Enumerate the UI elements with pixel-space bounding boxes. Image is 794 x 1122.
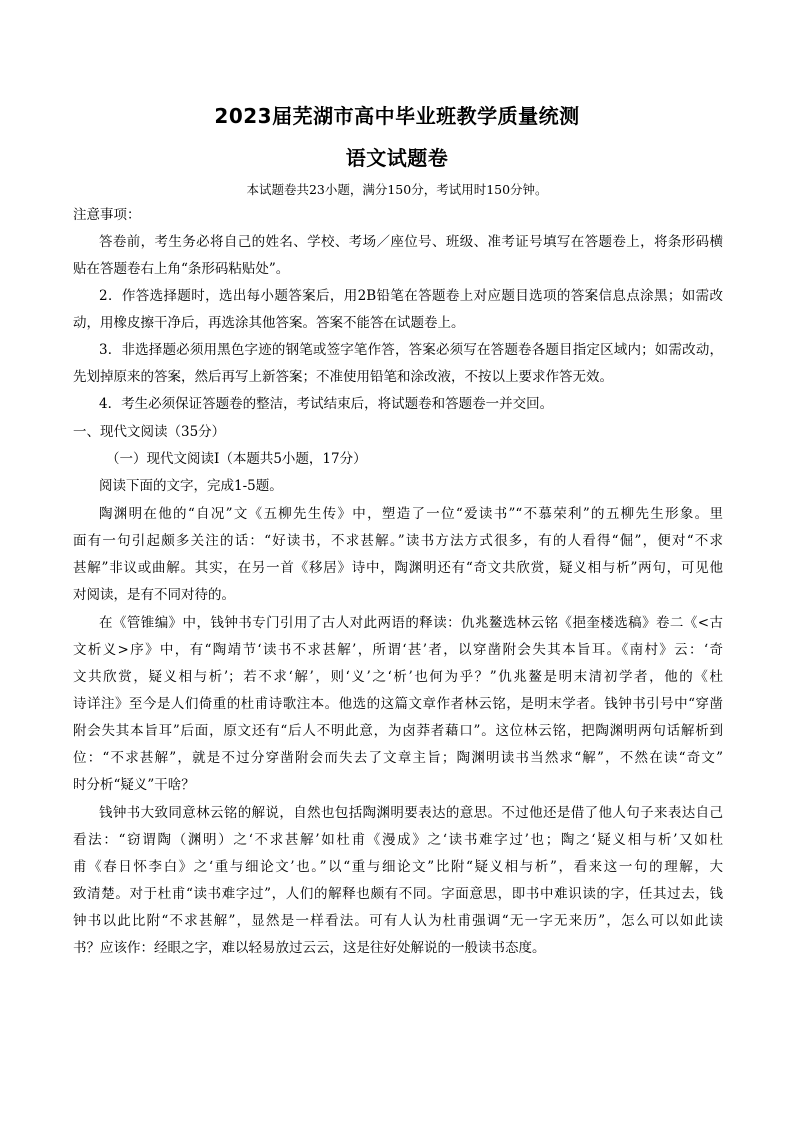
notice-item-3-line-2: 先划掉原来的答案，然后再写上新答案；不准使用铅笔和涂改液，不按以上要求作答无效。 [73,369,613,385]
notice-item-3-line-1: 3．非选择题必须用黑色字迹的钢笔或签字笔作答，答案必须写在答题卷各题目指定区域内；如需改动， [99,342,723,358]
notice-item-1-line-1: 答卷前，考生务必将自己的姓名、学校、考场／座位号、班级、准考证号填写在答题卷上，将条形码横 [99,234,723,250]
notice-item-2-line-1: 2．作答选择题时，选出每小题答案后，用2B铅笔在答题卷上对应题目选项的答案信息点涂黑；如需改 [99,288,723,304]
passage-p2-line: 文析义>序》中，有“陶靖节‘读书不求甚解’，所谓‘甚’者，以穿凿附会失其本旨耳。《南村》云：‘奇 [73,642,723,658]
section-instruction: 阅读下面的文字，完成1-5题。 [99,478,283,494]
passage-p1-line: 陶渊明在他的“自况”文《五柳先生传》中，塑造了一位“爱读书”“不慕荣利”的五柳先生形象。里 [99,506,723,522]
passage-p2-line: 时分析“疑义”干啥？ [73,777,195,793]
passage-p3-line: 看法：“窃谓陶（渊明）之‘不求甚解’如杜甫《漫成》之‘读书难字过’也；陶之‘疑义相与析’又如杜 [73,832,723,848]
notice-item-1-line-2: 贴在答题卷右上角“条形码粘贴处”。 [73,261,290,277]
passage-p1-line: 对阅读，是有不同对待的。 [73,587,235,603]
exam-info: 本试题卷共23小题，满分150分，考试用时150分钟。 [246,182,548,197]
passage-p2-line: 位：“不求甚解”，就是不过分穿凿附会而失去了文章主旨；陶渊明读书当然求“解”，不然在读“奇文” [73,750,723,766]
exam-title: 2023届芜湖市高中毕业班教学质量统测 [214,104,580,128]
passage-p1-line: 甚解”非议或曲解。其实，在另一首《移居》诗中，陶渊明还有“奇文共欣赏，疑义相与析”两句，可见他 [73,560,723,576]
exam-subtitle: 语文试题卷 [345,146,449,170]
passage-p1-line: 面有一句引起颇多关注的话：“好读书，不求甚解。”读书方法方式很多，有的人看得“倔”，便对“不求 [73,533,723,549]
passage-p3-line: 致清楚。对于杜甫“读书难字过”，人们的解释也颇有不同。字面意思，即书中难识读的字，任其过去，钱 [73,886,723,902]
passage-p3-line: 书？应该作：经眼之字，难以轻易放过云云，这是往好处解说的一般读书态度。 [73,940,546,956]
section-sub-heading: （一）现代文阅读Ⅰ（本题共5小题，17分） [106,451,367,467]
notice-item-2-line-2: 动，用橡皮擦干净后，再选涂其他答案。答案不能答在试题卷上。 [73,315,465,331]
passage-p3-line: 甫《春日怀李白》之‘重与细论文’也。”以“重与细论文”比附“疑义相与析”，看来这一句的理解，大 [73,859,723,875]
passage-p2-line: 诗详注》至今是人们倚重的杜甫诗歌注本。他选的这篇文章作者林云铭，是明末学者。钱钟书引号中“穿凿 [73,696,723,712]
notice-item-4: 4．考生必须保证答题卷的整洁，考试结束后，将试题卷和答题卷一并交回。 [99,396,554,412]
notice-heading: 注意事项： [73,207,141,223]
passage-p3-line: 钟书以此比附“不求甚解”，显然是一样看法。可有人认为杜甫强调“无一字无来历”，怎么可以如此读 [73,913,723,929]
passage-p2-line: 附会失其本旨耳”后面，原文还有“后人不明此意，为卤莽者藉口”。这位林云铭，把陶渊明两句话解析到 [73,723,723,739]
section-heading: 一、现代文阅读（35分） [73,424,226,440]
passage-p3-line: 钱钟书大致同意林云铭的解说，自然也包括陶渊明要表达的意思。不过他还是借了他人句子来表达自己 [99,805,723,821]
passage-p2-line: 文共欣赏，疑义相与析’；若不求‘解’，则‘义’之‘析’也何为乎？”仇兆鳌是明末清初学者，他的《杜 [73,669,723,685]
passage-p2-line: 在《管锥编》中，钱钟书专门引用了古人对此两语的释读：仇兆鳌选林云铭《挹奎楼选稿》卷二《<古 [99,615,723,631]
